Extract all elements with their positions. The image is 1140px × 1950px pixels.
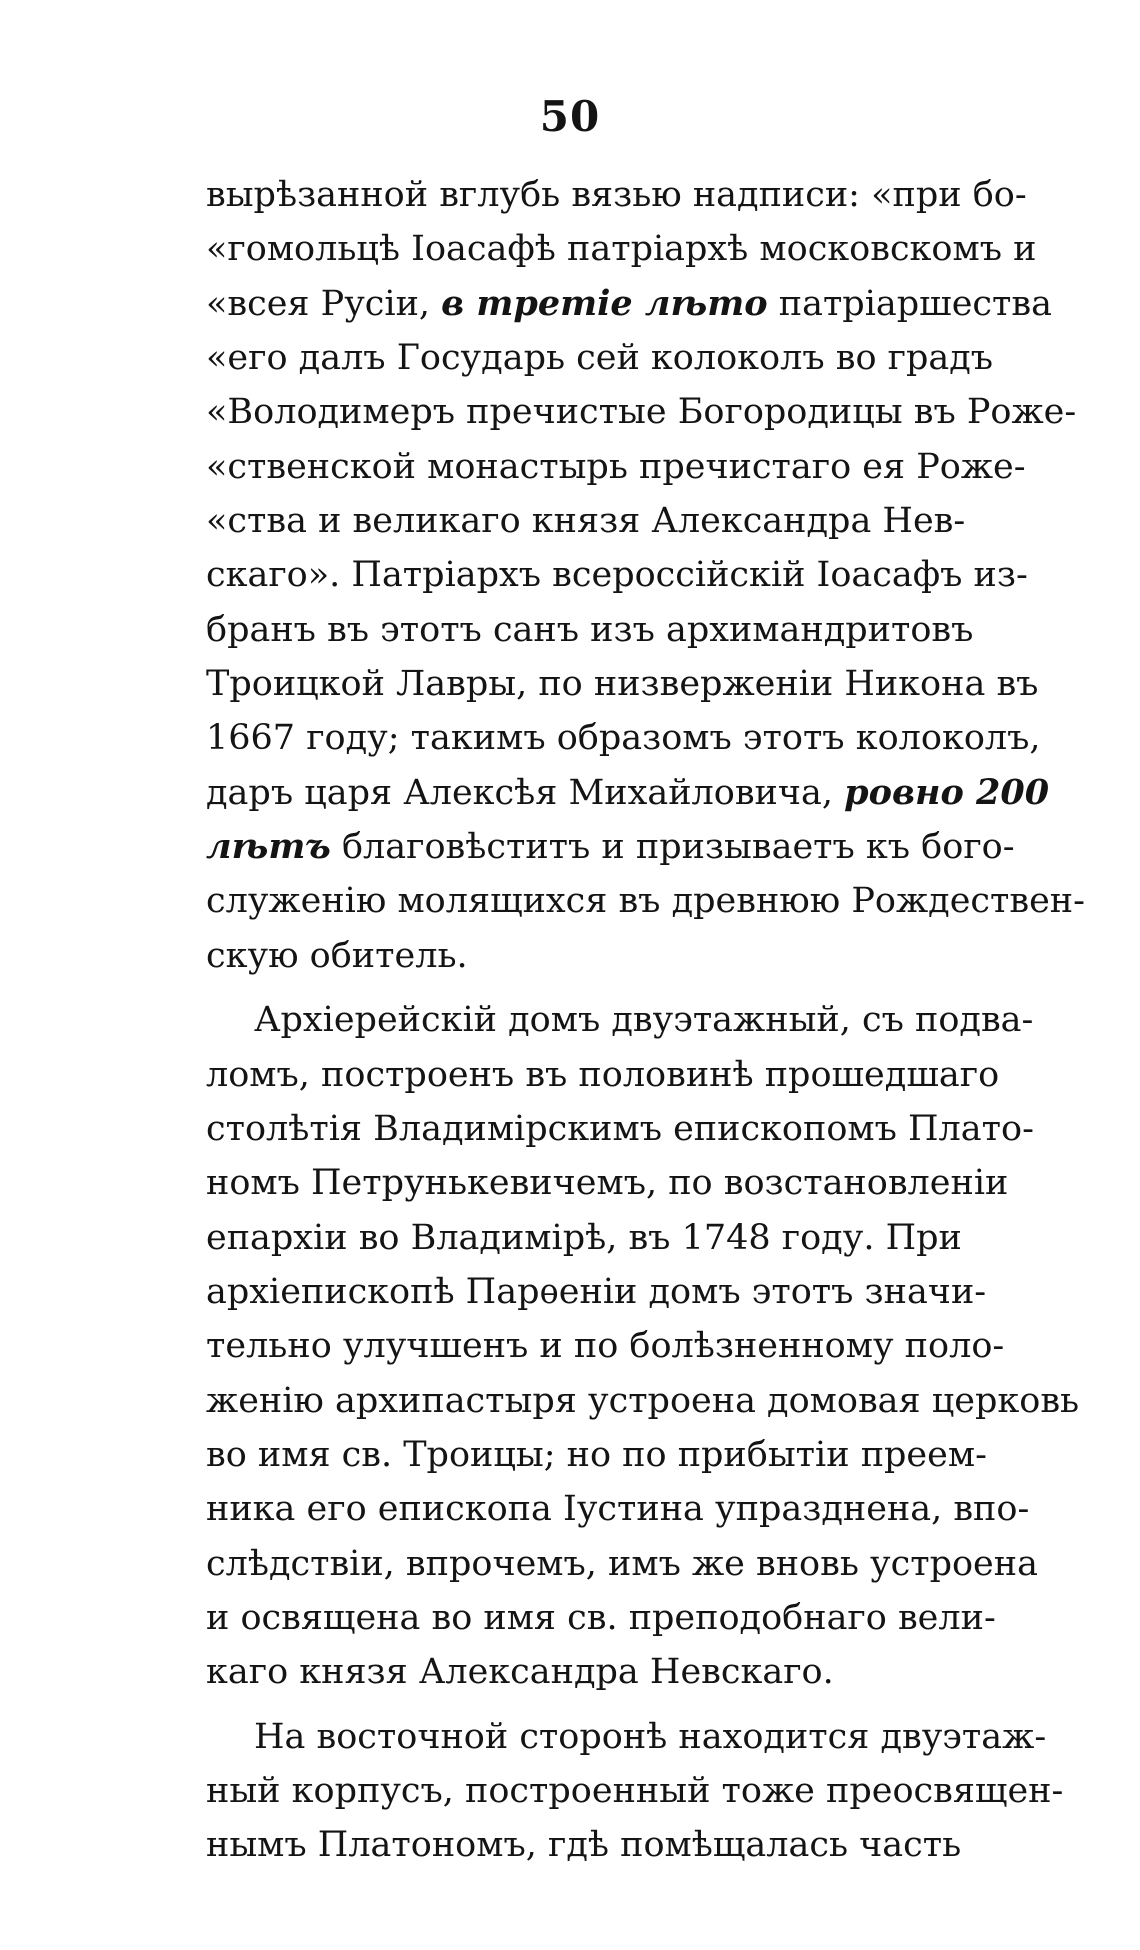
text-line: каго князя Александра Невскаго. (206, 1652, 834, 1693)
page-number: 50 (539, 92, 601, 141)
text-line: «всея Русіи, в третіе лѣто патріаршества (206, 282, 1052, 324)
text-line: служенію молящихся въ древнюю Рождествен- (206, 881, 1085, 922)
text-line: 1667 году; такимъ образомъ этотъ колоколъ, (206, 718, 1041, 759)
text-line: ный корпусъ, построенный тоже преосвящен- (206, 1770, 1064, 1811)
text-line: «Володимеръ пречистые Богородицы въ Роже- (206, 392, 1077, 433)
text-line: вырѣзанной вглубь вязью надписи: «при бо- (206, 175, 1027, 215)
text-line: скаго». Патріархъ всероссійскій Іоасафъ из- (206, 555, 1028, 596)
italic-phrase: лѣтъ (206, 826, 331, 868)
paragraph-1 (206, 168, 1085, 983)
italic-phrase: в третіе лѣто (441, 282, 768, 324)
text-line: епархіи во Владимірѣ, въ 1748 году. При (206, 1217, 962, 1258)
text-line: столѣтія Владимірскимъ епископомъ Плато- (206, 1108, 1034, 1149)
text-line: слѣдствіи, впрочемъ, имъ же вновь устроена (206, 1543, 1038, 1584)
text-line: Архіерейскій домъ двуэтажный, съ подва- (254, 1000, 1034, 1041)
text-line: и освящена во имя св. преподобнаго вели- (206, 1597, 996, 1638)
text-line: скую обитель. (206, 935, 468, 976)
text-line: «ства и великаго князя Александра Нев- (206, 501, 966, 542)
text-line: женію архипастыря устроена домовая церковь (206, 1380, 1080, 1421)
text-line: тельно улучшенъ и по болѣзненному поло- (206, 1326, 1005, 1367)
text-line: нымъ Платономъ, гдѣ помѣщалась часть (206, 1825, 962, 1866)
text-line: «его далъ Государь сей колоколъ во градъ (206, 338, 994, 379)
text-line: даръ царя Алексѣя Михайловича, ровно 200 (206, 771, 1050, 813)
text-line: «ственской монастырь пречистаго ея Роже- (206, 446, 1026, 487)
body-text (206, 168, 1085, 1873)
italic-phrase: ровно 200 (844, 771, 1050, 813)
text-line: лѣтъ благовѣститъ и призываетъ къ бого- (206, 826, 1015, 868)
text-line: бранъ въ этотъ санъ изъ архимандритовъ (206, 609, 974, 650)
text-line: Троицкой Лавры, по низверженіи Никона въ (206, 664, 1039, 705)
text-line: «гомольцѣ Іоасафѣ патріархѣ московскомъ и (206, 229, 1037, 270)
text-line: номъ Петрунькевичемъ, по возстановленіи (206, 1163, 1009, 1204)
text-line: На восточной сторонѣ находится двуэтаж- (254, 1716, 1047, 1757)
paragraph-2 (206, 993, 1080, 1699)
text-line: ломъ, построенъ въ половинѣ прошедшаго (206, 1054, 1000, 1095)
paragraph-3 (206, 1710, 1064, 1873)
text-line: ника его епископа Іустина упразднена, впо- (206, 1489, 1030, 1530)
text-line: архіепископѣ Парѳеніи домъ этотъ значи- (206, 1271, 987, 1312)
text-line: во имя св. Троицы; но по прибытіи преем- (206, 1434, 987, 1475)
